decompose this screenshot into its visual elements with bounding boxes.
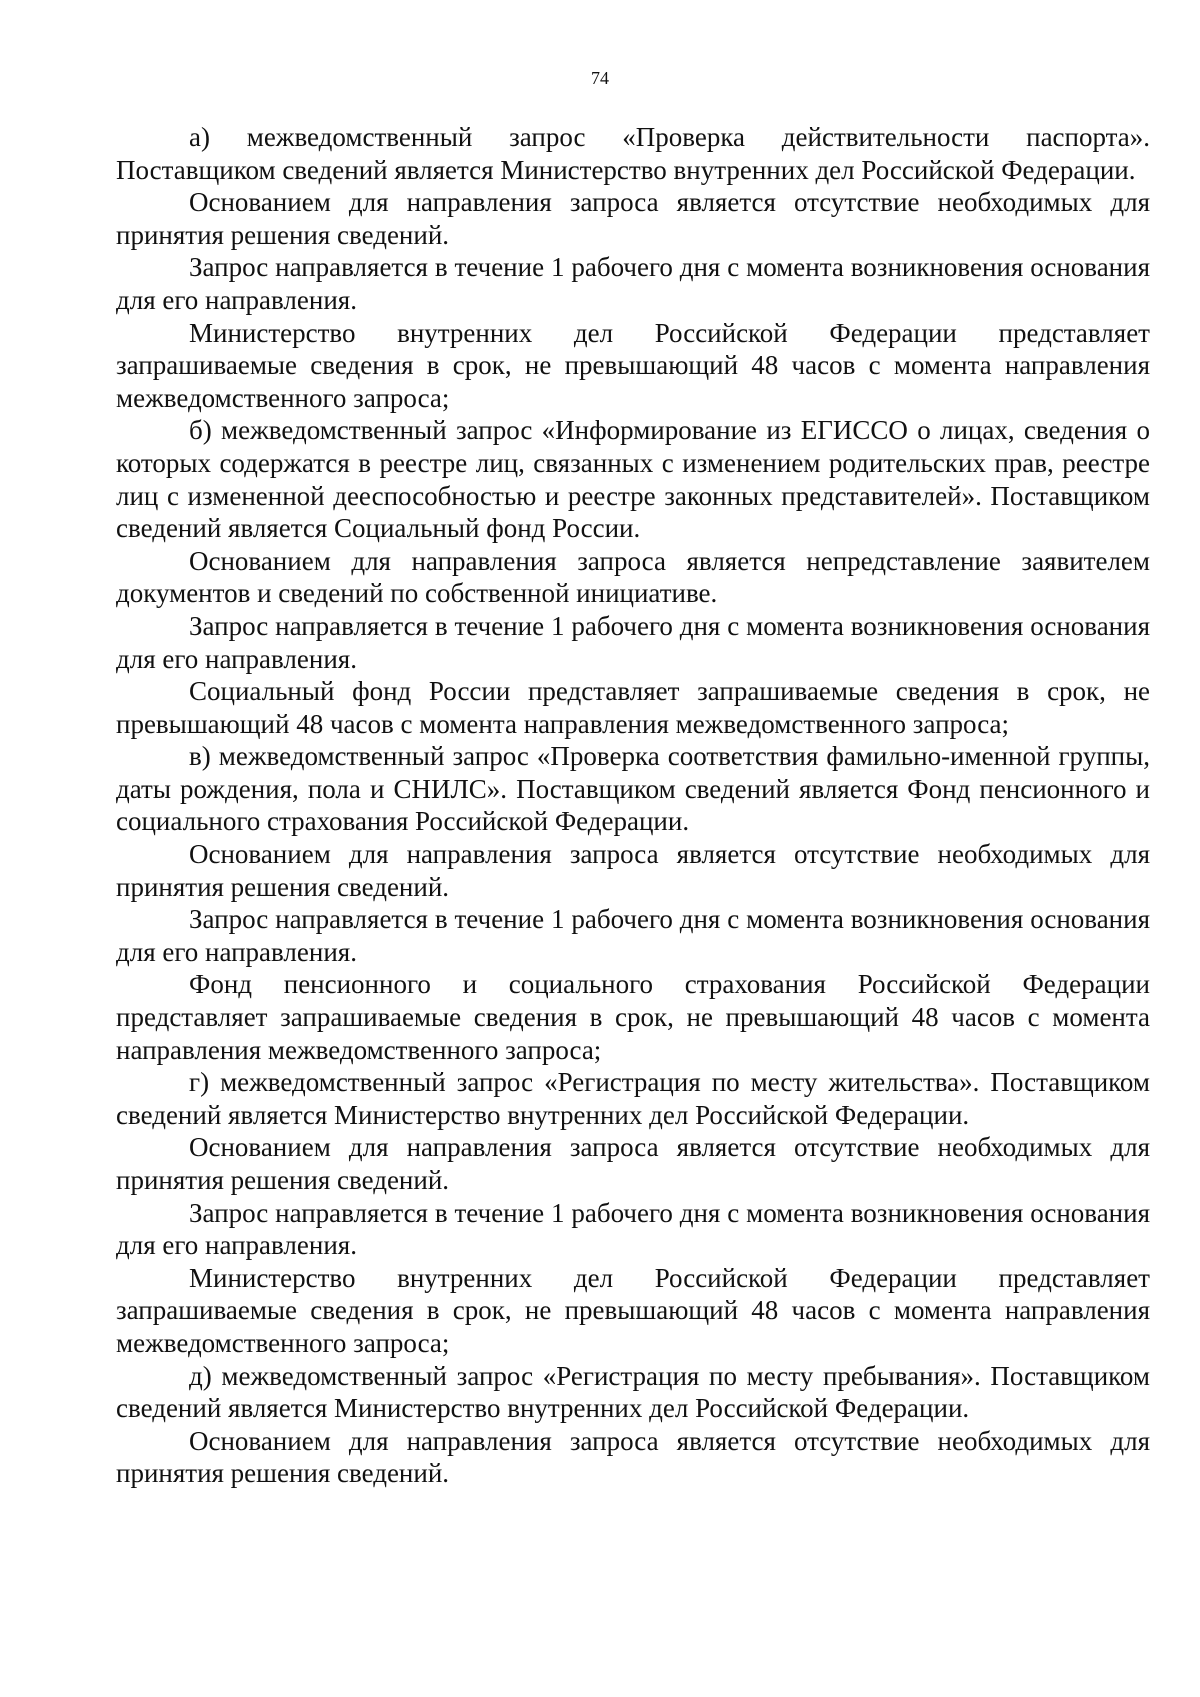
paragraph: Министерство внутренних дел Российской Федерации представляет запрашиваемые сведения в срок, не превышающий 48 часов с момента направления межведомственного запроса; (116, 317, 1150, 413)
paragraph: Министерство внутренних дел Российской Федерации представляет запрашиваемые сведения в срок, не превышающий 48 часов с момента направления межведомственного запроса; (116, 1262, 1150, 1358)
paragraph: Основанием для направления запроса является непредставление заявителем документов и сведений по собственной инициативе. (116, 545, 1150, 609)
paragraph: Основанием для направления запроса является отсутствие необходимых для принятия решения сведений. (116, 187, 1150, 250)
paragraph: Социальный фонд России представляет запрашиваемые сведения в срок, не превышающий 48 часов с момента направления межведомственного запроса; (116, 676, 1150, 739)
paragraph: Запрос направляется в течение 1 рабочего дня с момента возникновения основания для его направления. (116, 252, 1150, 315)
paragraph: д) межведомственный запрос «Регистрация по месту пребывания». Поставщиком сведений является Министерство внутренних дел Российской Федерации. (116, 1360, 1150, 1424)
paragraph: а) межведомственный запрос «Проверка действительности паспорта». Поставщиком сведений является Министерство внутренних дел Российской Федерации. (116, 122, 1150, 185)
document-body (116, 121, 1150, 1490)
paragraph: б) межведомственный запрос «Информирование из ЕГИССО о лицах, сведения о которых содержатся в реестре лиц, связанных с изменением родительских прав, реестре лиц с измененной дееспособностью и реестре законных представителей». Поставщиком сведений является Социальный фонд России. (116, 415, 1150, 544)
paragraph: в) межведомственный запрос «Проверка соответствия фамильно-именной группы, даты рождения, пола и СНИЛС». Поставщиком сведений является Фонд пенсионного и социального страхования Российской Федерации. (116, 741, 1150, 837)
paragraph: Основанием для направления запроса является отсутствие необходимых для принятия решения сведений. (116, 839, 1150, 902)
paragraph: г) межведомственный запрос «Регистрация по месту жительства». Поставщиком сведений является Министерство внутренних дел Российской Федерации. (116, 1067, 1150, 1130)
paragraph: Запрос направляется в течение 1 рабочего дня с момента возникновения основания для его направления. (116, 610, 1150, 674)
paragraph: Запрос направляется в течение 1 рабочего дня с момента возникновения основания для его направления. (116, 904, 1150, 967)
paragraph: Основанием для направления запроса является отсутствие необходимых для принятия решения сведений. (116, 1132, 1150, 1195)
paragraph: Запрос направляется в течение 1 рабочего дня с момента возникновения основания для его направления. (116, 1197, 1150, 1261)
page-number: 74 (591, 68, 609, 88)
paragraph: Фонд пенсионного и социального страхования Российской Федерации представляет запрашиваемые сведения в срок, не превышающий 48 часов с момента направления межведомственного запроса; (116, 969, 1150, 1065)
paragraph: Основанием для направления запроса является отсутствие необходимых для принятия решения сведений. (116, 1425, 1150, 1489)
